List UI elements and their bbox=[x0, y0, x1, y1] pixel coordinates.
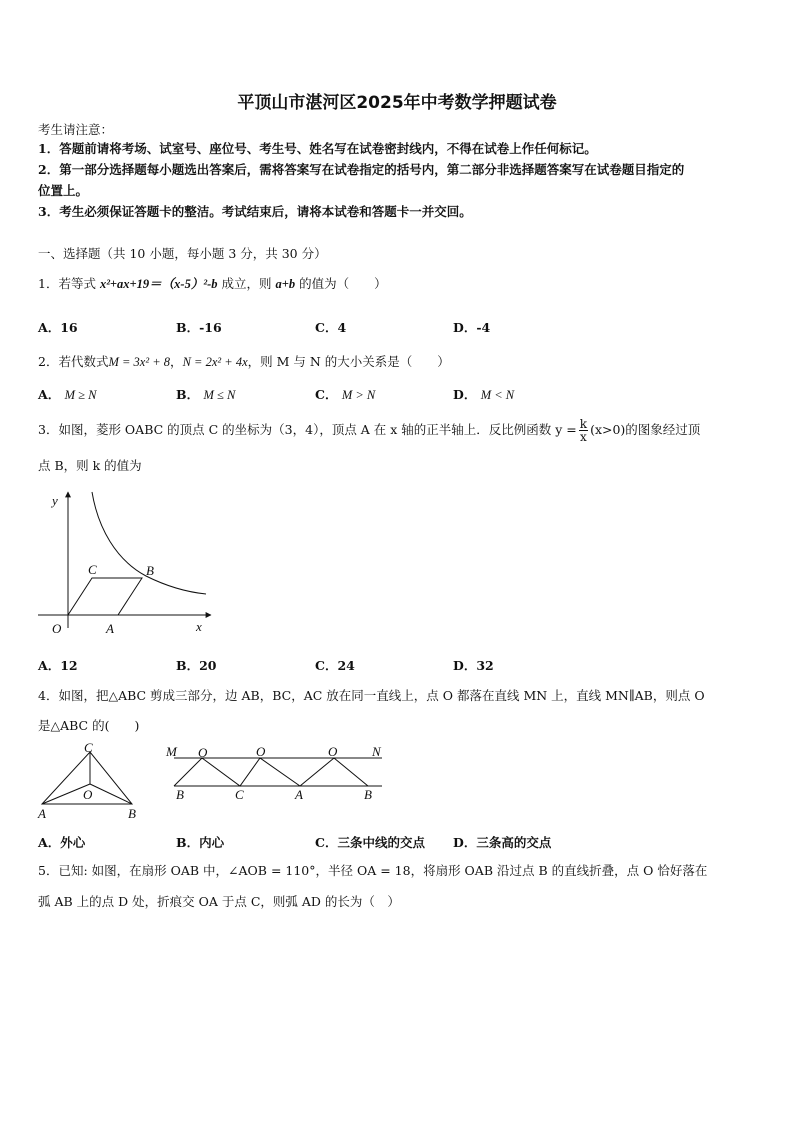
notice-heading: 考生请注意： bbox=[38, 122, 114, 137]
q1-expression-2: a+b bbox=[275, 277, 296, 291]
tri-label-c: C bbox=[84, 740, 93, 755]
q1-mid: 成立，则 bbox=[217, 276, 276, 291]
strip-label-b1: B bbox=[176, 787, 184, 802]
q3-option-a: A．12 bbox=[38, 658, 78, 673]
q3-post: (x>0)的图象经过顶 bbox=[590, 422, 701, 437]
question-2 bbox=[38, 354, 450, 370]
q1-expression: x²+ax+19＝（x-5）²-b bbox=[99, 277, 218, 291]
label-a: A bbox=[106, 621, 114, 636]
notice-item-3: 3．考生必须保证答题卡的整洁。考试结束后，请将本试卷和答题卡一并交回。 bbox=[38, 204, 472, 219]
q3-option-d: D．32 bbox=[453, 658, 494, 673]
label-c: C bbox=[88, 562, 97, 577]
strip-label-o3: O bbox=[328, 744, 338, 759]
q3-option-b: B．20 bbox=[176, 658, 217, 673]
strip-label-o2: O bbox=[256, 744, 266, 759]
question-4-line-2: 是△ABC 的( ) bbox=[38, 718, 140, 733]
hyperbola-curve bbox=[92, 492, 206, 594]
section-heading: 一、选择题（共 10 小题，每小题 3 分，共 30 分） bbox=[38, 246, 327, 261]
label-x: x bbox=[196, 619, 202, 634]
tri-label-a: A bbox=[38, 806, 46, 821]
q2-option-d-expr: M < N bbox=[480, 388, 515, 402]
zigzag bbox=[174, 758, 368, 786]
q2-m-expression: M = 3x² + 8 bbox=[108, 355, 171, 369]
q3-fraction bbox=[579, 418, 588, 443]
page-title: 平顶山市湛河区2025年中考数学押题试卷 bbox=[237, 93, 557, 113]
rhombus-oabc bbox=[68, 578, 142, 615]
q2-option-b bbox=[176, 385, 235, 403]
question-5-line-2: 弧 AB 上的点 D 处，折痕交 OA 于点 C，则弧 AD 的长为（ ） bbox=[38, 894, 400, 909]
strip-label-a: A bbox=[295, 787, 303, 802]
label-b: B bbox=[146, 563, 154, 578]
q4-option-c: C．三条中线的交点 bbox=[315, 835, 425, 850]
q1-pre: 1．若等式 bbox=[38, 276, 100, 291]
q1-option-a: A．16 bbox=[38, 320, 78, 335]
q1-option-c: C．4 bbox=[315, 320, 347, 335]
q2-option-a-letter: A． bbox=[38, 387, 61, 402]
q3-frac-num: k bbox=[579, 417, 588, 431]
q4-strip-figure bbox=[160, 740, 392, 804]
q2-option-b-expr: M ≤ N bbox=[203, 388, 236, 402]
q3-pre: 3．如图，菱形 OABC 的顶点 C 的坐标为（3，4），顶点 A 在 x 轴的正半轴上．反比例函数 y = bbox=[38, 422, 577, 437]
q2-option-a-expr: M ≥ N bbox=[64, 388, 97, 402]
q1-option-d: D．-4 bbox=[453, 320, 491, 335]
q4-triangle-figure bbox=[36, 740, 146, 822]
question-5-line-1: 5．已知: 如图，在扇形 OAB 中，∠AOB = 110°，半径 OA = 18，将扇形 OAB 沿过点 B 的直线折叠，点 O 恰好落在 bbox=[38, 863, 708, 878]
question-3 bbox=[38, 418, 700, 443]
label-o: O bbox=[52, 621, 62, 636]
label-y: y bbox=[52, 493, 58, 508]
q1-option-b: B．-16 bbox=[176, 320, 222, 335]
q2-option-d-letter: D． bbox=[453, 387, 477, 402]
q2-option-c bbox=[315, 385, 375, 403]
q4-option-a: A．外心 bbox=[38, 835, 86, 850]
notice-item-1: 1．答题前请将考场、试室号、座位号、考生号、姓名写在试卷密封线内，不得在试卷上作任何标记。 bbox=[38, 141, 597, 156]
q2-post: ，则 M 与 N 的大小关系是（ ） bbox=[247, 354, 450, 369]
q3-line-2: 点 B，则 k 的值为 bbox=[38, 458, 142, 473]
q2-sep: ， bbox=[170, 354, 183, 369]
notice-item-2: 2．第一部分选择题每小题选出答案后，需将答案写在试卷指定的括号内，第二部分非选择题答案写在试卷题目指定的 bbox=[38, 162, 685, 177]
q4-option-d: D．三条高的交点 bbox=[453, 835, 552, 850]
tri-label-b: B bbox=[128, 806, 136, 821]
strip-label-o1: O bbox=[198, 745, 208, 760]
q2-n-expression: N = 2x² + 4x bbox=[182, 355, 248, 369]
q2-pre: 2．若代数式 bbox=[38, 354, 109, 369]
strip-label-c: C bbox=[235, 787, 244, 802]
q2-option-b-letter: B． bbox=[176, 387, 200, 402]
strip-label-b2: B bbox=[364, 787, 372, 802]
tri-label-o: O bbox=[83, 787, 93, 802]
q3-frac-den: x bbox=[580, 430, 587, 444]
q2-option-a bbox=[38, 385, 96, 403]
strip-label-n: N bbox=[372, 744, 381, 759]
q4-option-b: B．内心 bbox=[176, 835, 225, 850]
q2-option-c-letter: C． bbox=[315, 387, 338, 402]
notice-item-2-cont: 位置上。 bbox=[38, 183, 89, 198]
question-1 bbox=[38, 276, 387, 292]
q3-figure bbox=[36, 488, 226, 638]
q3-option-c: C．24 bbox=[315, 658, 355, 673]
q1-post: 的值为（ ） bbox=[295, 276, 387, 291]
question-4-line-1: 4．如图，把△ABC 剪成三部分，边 AB，BC，AC 放在同一直线上，点 O 都落在直线 MN 上，直线 MN∥AB，则点 O bbox=[38, 688, 705, 703]
strip-label-m: M bbox=[166, 744, 177, 759]
q2-option-c-expr: M > N bbox=[341, 388, 376, 402]
q2-option-d bbox=[453, 385, 514, 403]
